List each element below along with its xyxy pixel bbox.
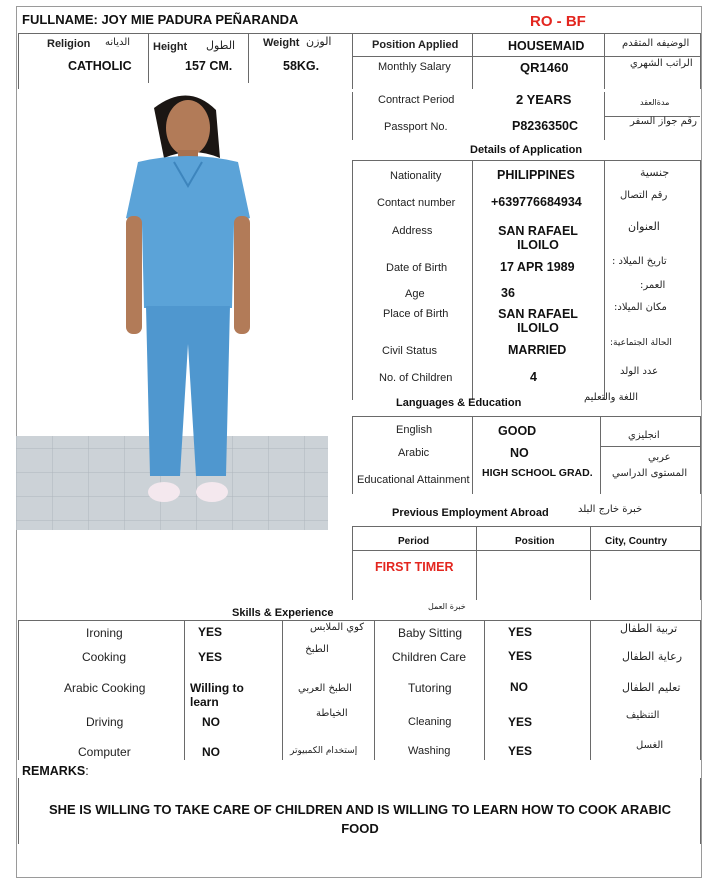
contact-label: Contact number <box>377 197 456 209</box>
nationality-label: Nationality <box>390 170 442 182</box>
skill-arabic-cooking-value: Willing to learn <box>190 681 244 709</box>
children-label: No. of Children <box>379 372 453 384</box>
skill-tutoring-ar: تعليم الطفال <box>622 681 681 694</box>
english-label-ar: انجليزي <box>628 430 660 441</box>
contact-label-ar: رقم التصال <box>620 190 668 201</box>
languages-title-ar: اللغة والتعليم <box>584 392 638 403</box>
contract-label-ar: مدةالعقد <box>640 98 670 107</box>
address-label-ar: العنوان <box>628 220 660 233</box>
skill-ironing-value: YES <box>198 625 223 639</box>
passport-value: P8236350C <box>512 119 579 133</box>
skills-title: Skills & Experience <box>232 607 334 619</box>
education-value: HIGH SCHOOL GRAD. <box>482 467 593 479</box>
education-label: Educational Attainment <box>357 474 470 486</box>
languages-title: Languages & Education <box>396 397 522 409</box>
pob-value: SAN RAFAEL ILOILO <box>498 307 578 335</box>
pob-label: Place of Birth <box>383 308 449 320</box>
height-value: 157 CM. <box>185 59 233 73</box>
skill-childcare-value: YES <box>508 649 533 663</box>
skill-arabic-cooking-ar: الطبخ العربي <box>298 683 352 694</box>
salary-label: Monthly Salary <box>378 61 451 73</box>
skill-cleaning-ar: التنظيف <box>626 710 660 721</box>
skill-driving-ar: الخياطة <box>316 708 348 719</box>
dob-label-ar: تاريخ الميلاد : <box>612 256 667 267</box>
skill-computer-label: Computer <box>78 745 131 759</box>
contract-value: 2 YEARS <box>516 92 572 107</box>
skill-driving-value: NO <box>202 715 220 729</box>
skill-washing-label: Washing <box>408 745 451 757</box>
skill-arabic-cooking-label: Arabic Cooking <box>64 681 146 695</box>
position-label: Position Applied <box>372 39 459 51</box>
skill-babysitting-ar: تربية الطفال <box>620 622 678 635</box>
skill-childcare-ar: رعاية الطفال <box>622 650 683 663</box>
age-label: Age <box>405 288 425 300</box>
applicant-photo <box>16 88 330 530</box>
position-label-ar: الوضيفه المتقدم <box>622 38 690 49</box>
skill-ironing-label: Ironing <box>86 626 123 640</box>
age-value: 36 <box>501 286 515 300</box>
skill-cleaning-value: YES <box>508 715 533 729</box>
religion-value: CATHOLIC <box>68 59 132 73</box>
pob-label-ar: مكان الميلاد: <box>614 302 667 313</box>
employment-title: Previous Employment Abroad <box>392 507 549 519</box>
address-value: SAN RAFAEL ILOILO <box>498 224 578 252</box>
dob-value: 17 APR 1989 <box>500 260 575 274</box>
passport-label-ar: رقم جواز السفر <box>630 116 697 127</box>
dob-label: Date of Birth <box>386 262 448 274</box>
position-value: HOUSEMAID <box>508 39 585 53</box>
religion-label-ar: الديانه <box>105 37 131 48</box>
skill-driving-label: Driving <box>86 715 124 729</box>
address-label: Address <box>392 225 433 237</box>
skill-tutoring-value: NO <box>510 680 528 694</box>
skill-cooking-ar: الطبخ <box>305 644 329 655</box>
children-value: 4 <box>530 370 537 384</box>
passport-label: Passport No. <box>384 121 448 133</box>
civil-status-label: Civil Status <box>382 345 438 357</box>
english-label: English <box>396 424 433 436</box>
skill-cleaning-label: Cleaning <box>408 716 452 728</box>
employment-title-ar: خبرة خارج البلد <box>578 504 643 515</box>
reference-code: RO - BF <box>530 13 586 30</box>
arabic-label: Arabic <box>398 447 430 459</box>
civil-status-value: MARRIED <box>508 343 567 357</box>
skill-cooking-value: YES <box>198 650 223 664</box>
salary-value: QR1460 <box>520 60 569 75</box>
skill-washing-ar: الغسل <box>636 740 664 751</box>
col-position: Position <box>515 536 555 547</box>
education-label-ar: المستوى الدراسي <box>612 468 688 479</box>
skill-ironing-ar: كوي الملابس <box>310 622 365 633</box>
civil-status-label-ar: الحالة الجتماعية: <box>610 338 672 348</box>
remarks-text: SHE IS WILLING TO TAKE CARE OF CHILDREN AND IS WILLING TO LEARN HOW TO COOK ARABIC FOOD <box>48 802 672 836</box>
employment-entry: FIRST TIMER <box>375 560 454 574</box>
arabic-label-ar: عربي <box>648 452 671 463</box>
weight-value: 58KG. <box>283 59 320 73</box>
weight-label-ar: الوزن <box>306 35 332 48</box>
contact-value: +639776684934 <box>491 195 582 209</box>
skill-washing-value: YES <box>508 744 533 758</box>
height-label: Height <box>153 41 188 53</box>
nationality-label-ar: جنسية <box>640 166 670 179</box>
salary-label-ar: الراتب الشهري <box>630 58 693 69</box>
col-period: Period <box>398 536 430 547</box>
nationality-value: PHILIPPINES <box>497 168 575 182</box>
religion-label: Religion <box>47 38 91 50</box>
fullname-line <box>22 12 298 27</box>
arabic-value: NO <box>510 446 529 460</box>
skills-title-ar: خبرة العمل <box>428 602 466 611</box>
skill-cooking-label: Cooking <box>82 650 127 664</box>
remarks-label: REMARKS: <box>22 764 89 778</box>
contract-label: Contract Period <box>378 94 455 106</box>
english-value: GOOD <box>498 424 537 438</box>
children-label-ar: عدد الولد <box>620 366 659 377</box>
age-label-ar: العمر: <box>640 280 666 291</box>
skill-computer-ar: إستخدام الكمبيوتر <box>290 746 358 756</box>
details-title: Details of Application <box>470 144 583 156</box>
fullname-value: JOY MIE PADURA PEÑARANDA <box>101 12 299 27</box>
skill-computer-value: NO <box>202 745 220 759</box>
skill-tutoring-label: Tutoring <box>408 681 452 695</box>
height-label-ar: الطول <box>206 39 236 52</box>
skill-babysitting-label: Baby Sitting <box>398 626 463 640</box>
fullname-label: FULLNAME: <box>22 12 98 27</box>
col-city: City, Country <box>605 536 668 547</box>
skill-babysitting-value: YES <box>508 625 533 639</box>
skill-childcare-label: Children Care <box>392 650 467 664</box>
weight-label: Weight <box>263 37 300 49</box>
